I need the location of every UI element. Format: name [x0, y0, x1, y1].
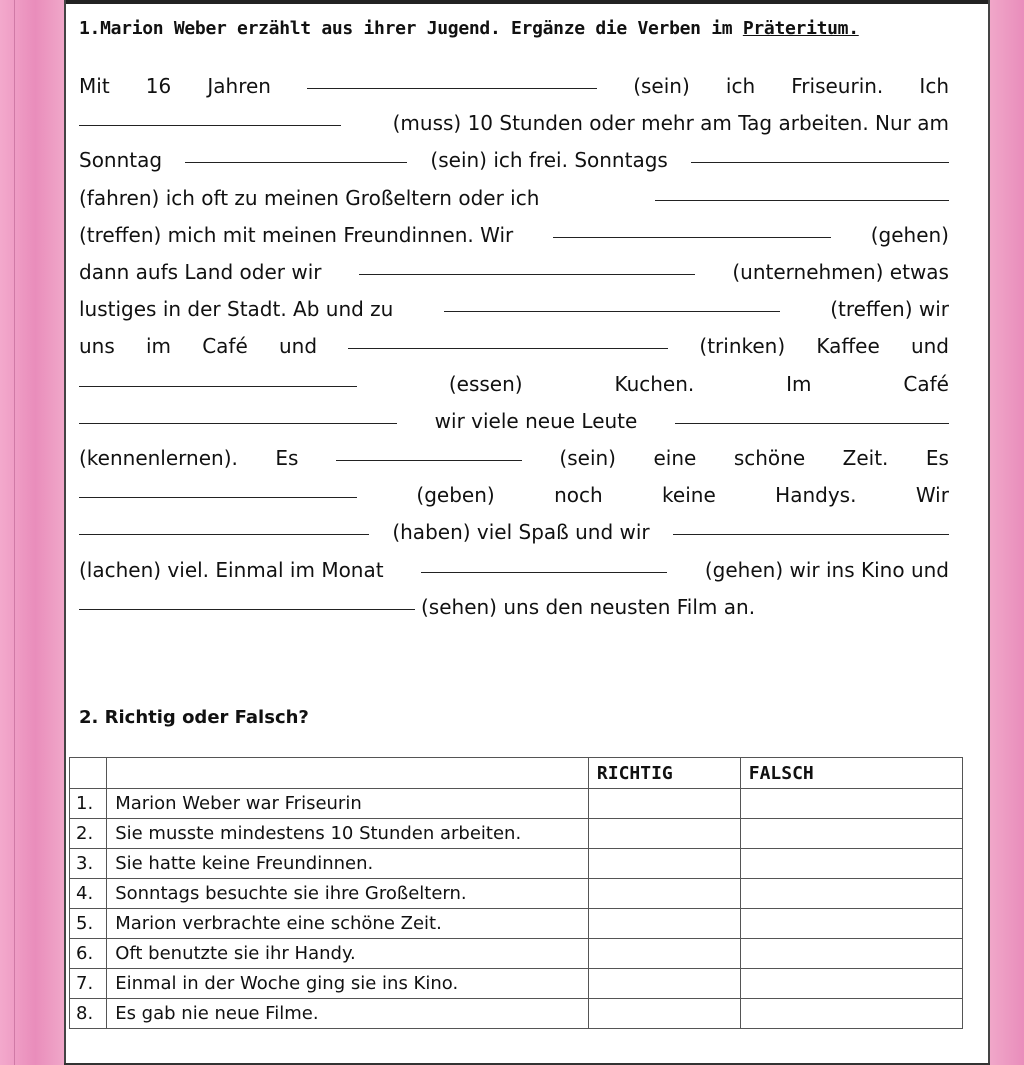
richtig-cell[interactable] [588, 999, 740, 1029]
text-line [79, 366, 949, 403]
header-number-cell [70, 758, 107, 789]
answer-blank[interactable] [307, 68, 597, 89]
header-statement-cell [107, 758, 589, 789]
row-number: 3. [70, 849, 107, 879]
falsch-cell[interactable] [740, 849, 962, 879]
table-row [70, 849, 963, 879]
text-segment: (geben) [416, 483, 495, 508]
row-statement: Oft benutzte sie ihr Handy. [107, 939, 589, 969]
text-line [79, 477, 949, 514]
text-segment: Es [275, 446, 299, 471]
table-row [70, 879, 963, 909]
text-segment: Im [786, 371, 812, 396]
falsch-cell[interactable] [740, 789, 962, 819]
text-segment: (treffen) wir [830, 297, 949, 322]
answer-blank[interactable] [673, 514, 949, 535]
text-segment: Café [903, 371, 949, 396]
decorative-right-border [988, 0, 1024, 1065]
falsch-cell[interactable] [740, 909, 962, 939]
row-statement: Einmal in der Woche ging sie ins Kino. [107, 969, 589, 999]
row-statement: Es gab nie neue Filme. [107, 999, 589, 1029]
row-statement: Sie hatte keine Freundinnen. [107, 849, 589, 879]
text-segment: Mit [79, 74, 110, 98]
text-segment: uns [79, 334, 115, 359]
row-number: 4. [70, 879, 107, 909]
text-segment: Kaffee [816, 334, 880, 359]
task2-heading: 2. Richtig oder Falsch? [79, 707, 309, 728]
text-line [79, 403, 949, 440]
richtig-cell[interactable] [588, 939, 740, 969]
richtig-cell[interactable] [588, 819, 740, 849]
answer-blank[interactable] [185, 142, 407, 163]
answer-blank[interactable] [348, 328, 668, 349]
text-segment: Es [925, 446, 949, 471]
task1-title: Marion Weber erzählt aus ihrer Jugend. Ergänze die Verben im [100, 18, 743, 39]
text-segment: keine [662, 483, 716, 508]
text-segment: (haben) viel Spaß und wir [392, 520, 650, 545]
falsch-cell[interactable] [740, 939, 962, 969]
text-segment: im [145, 334, 172, 359]
answer-blank[interactable] [359, 254, 695, 275]
text-segment: (sein) [559, 446, 616, 471]
text-segment: (sehen) uns den neusten Film an. [421, 594, 756, 619]
row-number: 5. [70, 909, 107, 939]
table-row [70, 909, 963, 939]
table-row [70, 999, 963, 1029]
table-row [70, 939, 963, 969]
text-line [79, 291, 949, 328]
row-statement: Sonntags besuchte sie ihre Großeltern. [107, 879, 589, 909]
text-segment: 16 [145, 74, 172, 98]
richtig-cell[interactable] [588, 909, 740, 939]
text-segment: (lachen) viel. Einmal im Monat [79, 557, 384, 582]
text-segment: noch [554, 483, 603, 508]
answer-blank[interactable] [675, 403, 949, 424]
answer-blank[interactable] [421, 552, 667, 573]
text-segment: (fahren) ich oft zu meinen Großeltern oder ich [79, 185, 540, 210]
text-segment: schöne [733, 446, 806, 471]
falsch-cell[interactable] [740, 879, 962, 909]
cloze-text [79, 68, 949, 626]
text-segment: Café [202, 334, 248, 359]
text-line [79, 142, 949, 179]
richtig-cell[interactable] [588, 849, 740, 879]
decorative-left-border [0, 0, 66, 1065]
answer-blank[interactable] [79, 477, 357, 498]
answer-blank[interactable] [553, 217, 831, 238]
text-segment: Zeit. [842, 446, 889, 471]
row-number: 8. [70, 999, 107, 1029]
text-segment: Handys. [775, 483, 857, 508]
text-segment: (muss) 10 Stunden oder mehr am Tag arbeiten. Nur am [392, 111, 949, 136]
true-false-table [69, 757, 963, 1029]
text-segment: eine [653, 446, 697, 471]
text-segment: und [910, 334, 949, 359]
answer-blank[interactable] [655, 180, 949, 201]
text-line [79, 254, 949, 291]
text-segment: lustiges in der Stadt. Ab und zu [79, 297, 394, 322]
top-divider [66, 0, 988, 4]
text-line [79, 180, 949, 217]
answer-blank[interactable] [79, 403, 397, 424]
falsch-cell[interactable] [740, 999, 962, 1029]
text-segment: Ich [919, 74, 949, 98]
answer-blank[interactable] [444, 291, 780, 312]
answer-blank[interactable] [691, 142, 949, 163]
text-segment: Kuchen. [614, 371, 695, 396]
text-line [79, 514, 949, 551]
text-line [79, 328, 949, 365]
text-segment: Sonntag [79, 148, 163, 173]
text-line [79, 440, 949, 477]
task1-heading [79, 18, 859, 39]
text-segment: (trinken) [699, 334, 786, 359]
header-richtig: RICHTIG [588, 758, 740, 789]
text-segment: dann aufs Land oder wir [79, 260, 322, 285]
text-segment: und [278, 334, 318, 359]
row-number: 1. [70, 789, 107, 819]
text-line [79, 552, 949, 589]
richtig-cell[interactable] [588, 879, 740, 909]
text-segment: ich [725, 74, 756, 98]
text-segment: (unternehmen) etwas [732, 260, 949, 285]
text-segment: Friseurin. [791, 74, 884, 98]
text-segment: Jahren [207, 74, 271, 98]
text-line [79, 217, 949, 254]
richtig-cell[interactable] [588, 789, 740, 819]
worksheet-page [66, 0, 988, 1065]
row-statement: Marion verbrachte eine schöne Zeit. [107, 909, 589, 939]
text-line [79, 68, 949, 105]
text-line [79, 589, 949, 626]
answer-blank[interactable] [79, 589, 415, 610]
answer-blank[interactable] [79, 366, 357, 387]
row-statement: Sie musste mindestens 10 Stunden arbeiten. [107, 819, 589, 849]
table-row [70, 969, 963, 999]
row-number: 7. [70, 969, 107, 999]
text-segment: wir viele neue Leute [434, 408, 638, 433]
row-number: 2. [70, 819, 107, 849]
text-segment: (gehen) [870, 222, 949, 247]
table-row [70, 789, 963, 819]
answer-blank[interactable] [79, 514, 369, 535]
text-segment: Wir [915, 483, 949, 508]
text-segment: (essen) [448, 371, 523, 396]
falsch-cell[interactable] [740, 969, 962, 999]
text-segment: (sein) [633, 74, 690, 98]
falsch-cell[interactable] [740, 819, 962, 849]
answer-blank[interactable] [336, 440, 522, 461]
text-segment: (sein) ich frei. Sonntags [430, 148, 668, 173]
task1-number: 1. [79, 18, 101, 39]
answer-blank[interactable] [79, 105, 341, 126]
text-line [79, 105, 949, 142]
row-statement: Marion Weber war Friseurin [107, 789, 589, 819]
table-header-row [70, 758, 963, 789]
task1-title-emphasis: Präteritum. [742, 18, 859, 39]
header-falsch: FALSCH [740, 758, 962, 789]
table-row [70, 819, 963, 849]
text-segment: (treffen) mich mit meinen Freundinnen. Wir [79, 222, 514, 247]
row-number: 6. [70, 939, 107, 969]
text-segment: (kennenlernen). [79, 446, 238, 471]
richtig-cell[interactable] [588, 969, 740, 999]
text-segment: (gehen) wir ins Kino und [704, 557, 949, 582]
